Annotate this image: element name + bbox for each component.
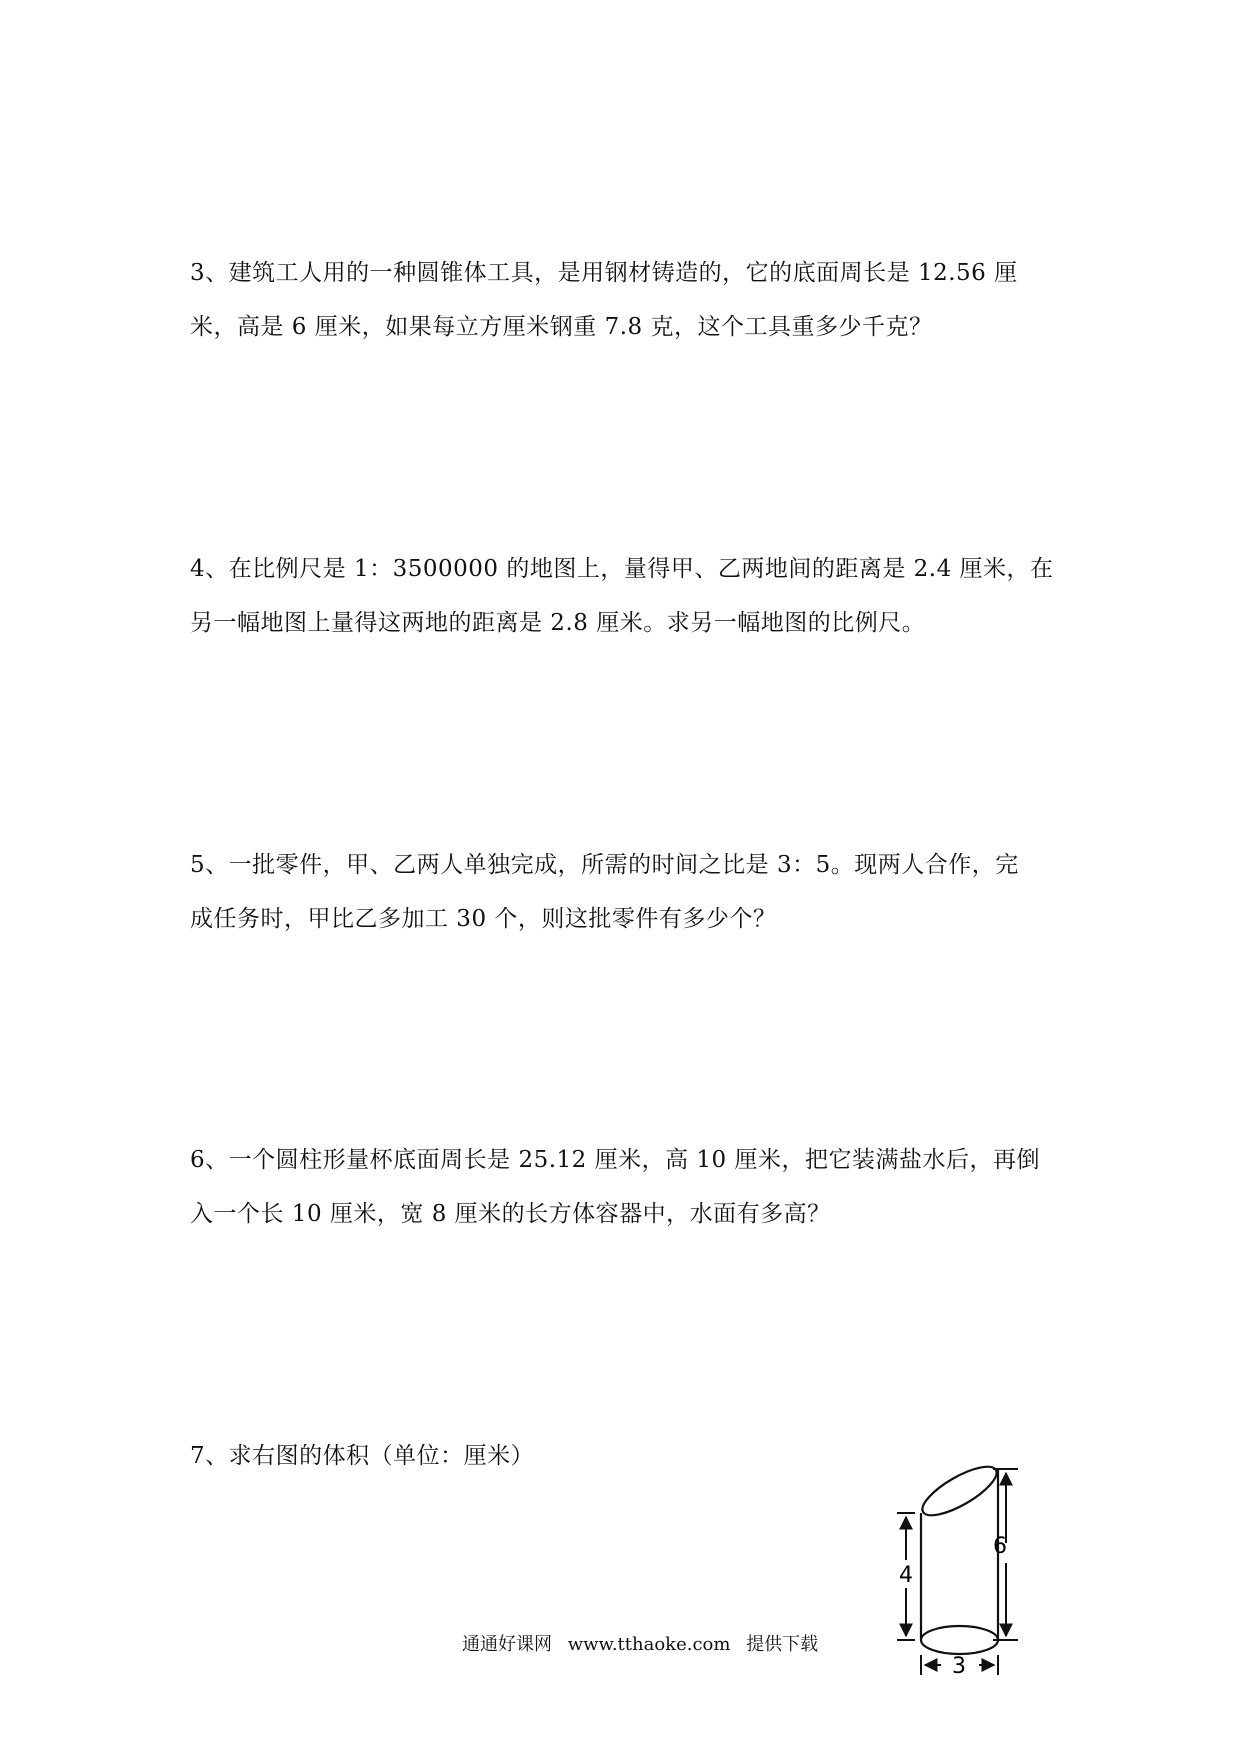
oblique-cut-cylinder-figure — [895, 1455, 1055, 1715]
footer-url: www.tthaoke.com — [567, 1634, 731, 1655]
cylinder-body — [916, 1458, 1003, 1654]
question-6-line-2: 入一个长 10 厘米，宽 8 厘米的长方体容器中，水面有多高？ — [190, 1201, 831, 1227]
question-5-line-2: 成任务时，甲比乙多加工 30 个，则这批零件有多少个？ — [190, 906, 777, 932]
footer-site-name: 通通好课网 — [462, 1634, 552, 1655]
question-3-line-2: 米，高是 6 厘米，如果每立方厘米钢重 7.8 克，这个工具重多少千克？ — [190, 314, 933, 340]
footer-suffix: 提供下载 — [746, 1634, 819, 1655]
left-height-label: 4 — [899, 1563, 913, 1588]
question-6-line-1: 6、一个圆柱形量杯底面周长是 25.12 厘米，高 10 厘米，把它装满盐水后，再倒 — [190, 1147, 1040, 1173]
question-4 — [190, 542, 1070, 650]
diameter-label: 3 — [952, 1654, 966, 1679]
question-5-line-1: 5、一批零件，甲、乙两人单独完成，所需的时间之比是 3：5。现两人合作，完 — [190, 852, 1019, 878]
question-4-line-1: 4、在比例尺是 1：3500000 的地图上，量得甲、乙两地间的距离是 2.4 厘米，在 — [190, 556, 1054, 582]
question-3 — [190, 246, 1070, 354]
page-footer — [462, 1630, 828, 1656]
question-7-line-1: 7、求右图的体积（单位：厘米） — [190, 1443, 535, 1469]
question-4-line-2: 另一幅地图上量得这两地的距离是 2.8 厘米。求另一幅地图的比例尺。 — [190, 610, 926, 636]
right-height-label: 6 — [993, 1534, 1007, 1559]
cylinder-base-ellipse — [921, 1626, 998, 1654]
question-6 — [190, 1133, 1070, 1241]
question-5 — [190, 838, 1070, 946]
question-3-line-1: 3、建筑工人用的一种圆锥体工具，是用钢材铸造的，它的底面周长是 12.56 厘 — [190, 260, 1018, 286]
cylinder-top-cut-ellipse — [916, 1458, 1003, 1524]
